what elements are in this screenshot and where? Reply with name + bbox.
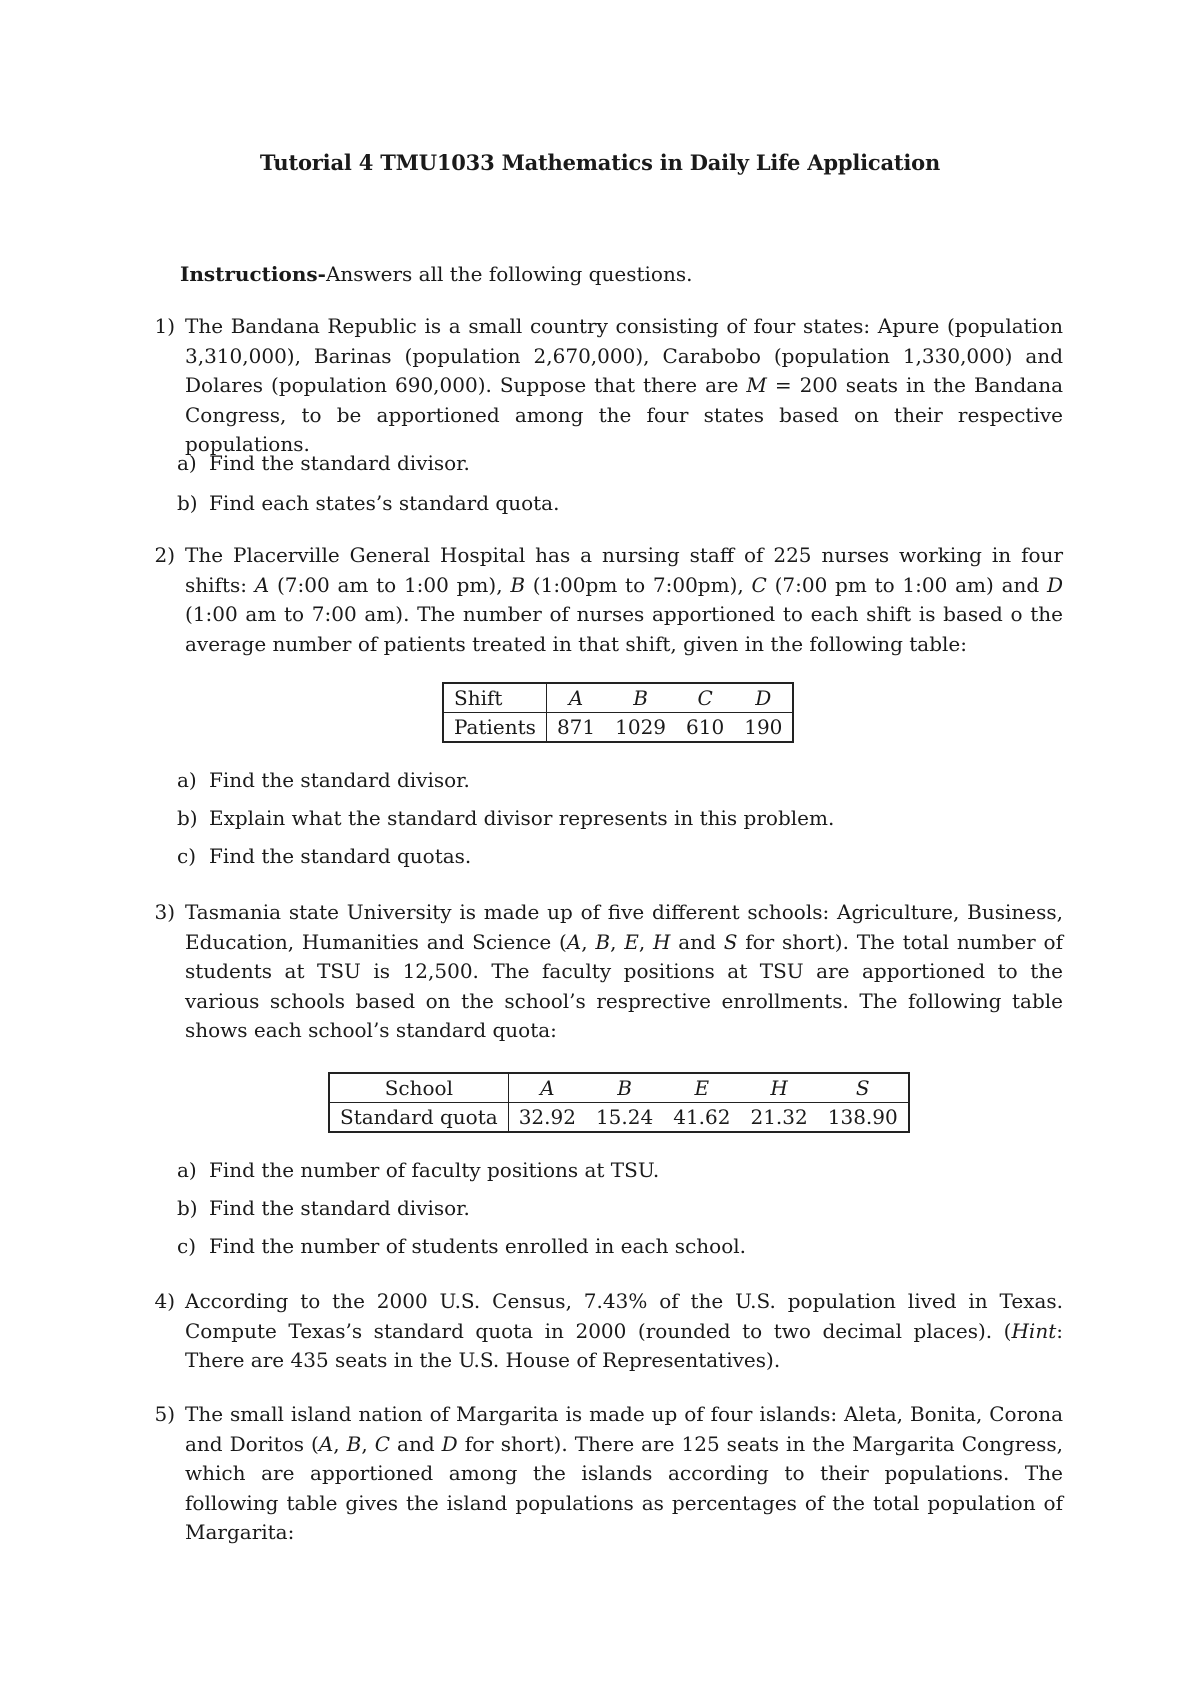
question-number: 2) [154,543,175,567]
instructions-text: Answers all the following questions. [325,262,693,286]
table-header-label: School [329,1073,508,1103]
table-cell: 190 [744,715,783,739]
question-2-part-c: c) Find the standard quotas. [177,844,472,868]
patients-table [442,682,794,743]
question-number: 3) [154,900,175,924]
question-number: 1) [154,314,175,338]
table-cell: 32.92 [518,1105,576,1129]
table-column-header: C [676,683,734,713]
table-cell: 871 [556,715,596,739]
table-cell: 138.90 [827,1105,898,1129]
table-header-label: Shift [443,683,546,713]
table-cell: 610 [686,715,725,739]
table-column-header: D [734,683,793,713]
table-row-label: Patients [443,713,546,743]
table-column-header: S [818,1073,909,1103]
question-text: According to the 2000 U.S. Census, 7.43% of the U.S. population lived in Texas. Compute Texas’s standard quota in 2000 (rounded to two decimal places). (Hint: There are 435 seats in the U.S. House of Representatives). [185,1289,1063,1372]
table-cell: 1029 [615,715,667,739]
question-text: Tasmania state University is made up of five different schools: Agriculture, Business, Education, Humanities and Science (A, B, E, H and S for short). The total number of students at TSU is 12,500. The faculty positions at TSU are apportioned to the various schools based on the school’s resprective enrollments. The following table shows each school’s standard quota: [185,900,1063,1042]
table-cell: 41.62 [673,1105,731,1129]
table-column-header: E [663,1073,740,1103]
question-3-part-c: c) Find the number of students enrolled in each school. [177,1234,746,1258]
question-2-part-a: a) Find the standard divisor. [177,768,470,792]
table-row-label: Standard quota [329,1103,508,1133]
question-number: 5) [154,1402,175,1426]
table-column-header: A [508,1073,586,1103]
question-1-part-b: b) Find each states’s standard quota. [177,491,560,515]
table-column-header: B [586,1073,663,1103]
question-3-part-a: a) Find the number of faculty positions at TSU. [177,1158,660,1182]
table-cell: 15.24 [595,1105,654,1129]
question-1-part-a: a) Find the standard divisor. [177,451,470,475]
question-text: The Bandana Republic is a small country consisting of four states: Apure (population 3,310,000), Barinas (population 2,670,000), Carabobo (population 1,330,000) and Dolares (population 690,000). Suppose that there are M = 200 seats in the Bandana Congress, to be apportioned among the four states based on their respective populations. [185,314,1064,456]
question-number: 4) [154,1289,175,1313]
question-text: The Placerville General Hospital has a nursing staff of 225 nurses working in four shifts: A (7:00 am to 1:00 pm), B (1:00pm to 7:00pm), C (7:00 pm to 1:00 am) and D (1:00 am to 7:00 am). The number of nurses apportioned to each shift is based o the average number of patients treated in that shift, given in the following table: [185,543,1063,656]
instructions [180,262,692,286]
table-cell: 21.32 [750,1105,808,1129]
question-text: The small island nation of Margarita is made up of four islands: Aleta, Bonita, Corona and Doritos (A, B, C and D for short). There are 125 seats in the Margarita Congress, which are apportioned among the islands according to their populations. The following table gives the island populations as percentages of the total population of Margarita: [185,1402,1064,1544]
table-column-header: A [546,683,605,713]
question-3-part-b: b) Find the standard divisor. [177,1196,470,1220]
question-2-part-b: b) Explain what the standard divisor represents in this problem. [177,806,835,830]
instructions-label: Instructions- [180,262,326,286]
table-column-header: B [605,683,676,713]
standard-quota-table [328,1072,910,1133]
table-column-header: H [740,1073,817,1103]
page-title: Tutorial 4 TMU1033 Mathematics in Daily Life Application [259,150,941,175]
